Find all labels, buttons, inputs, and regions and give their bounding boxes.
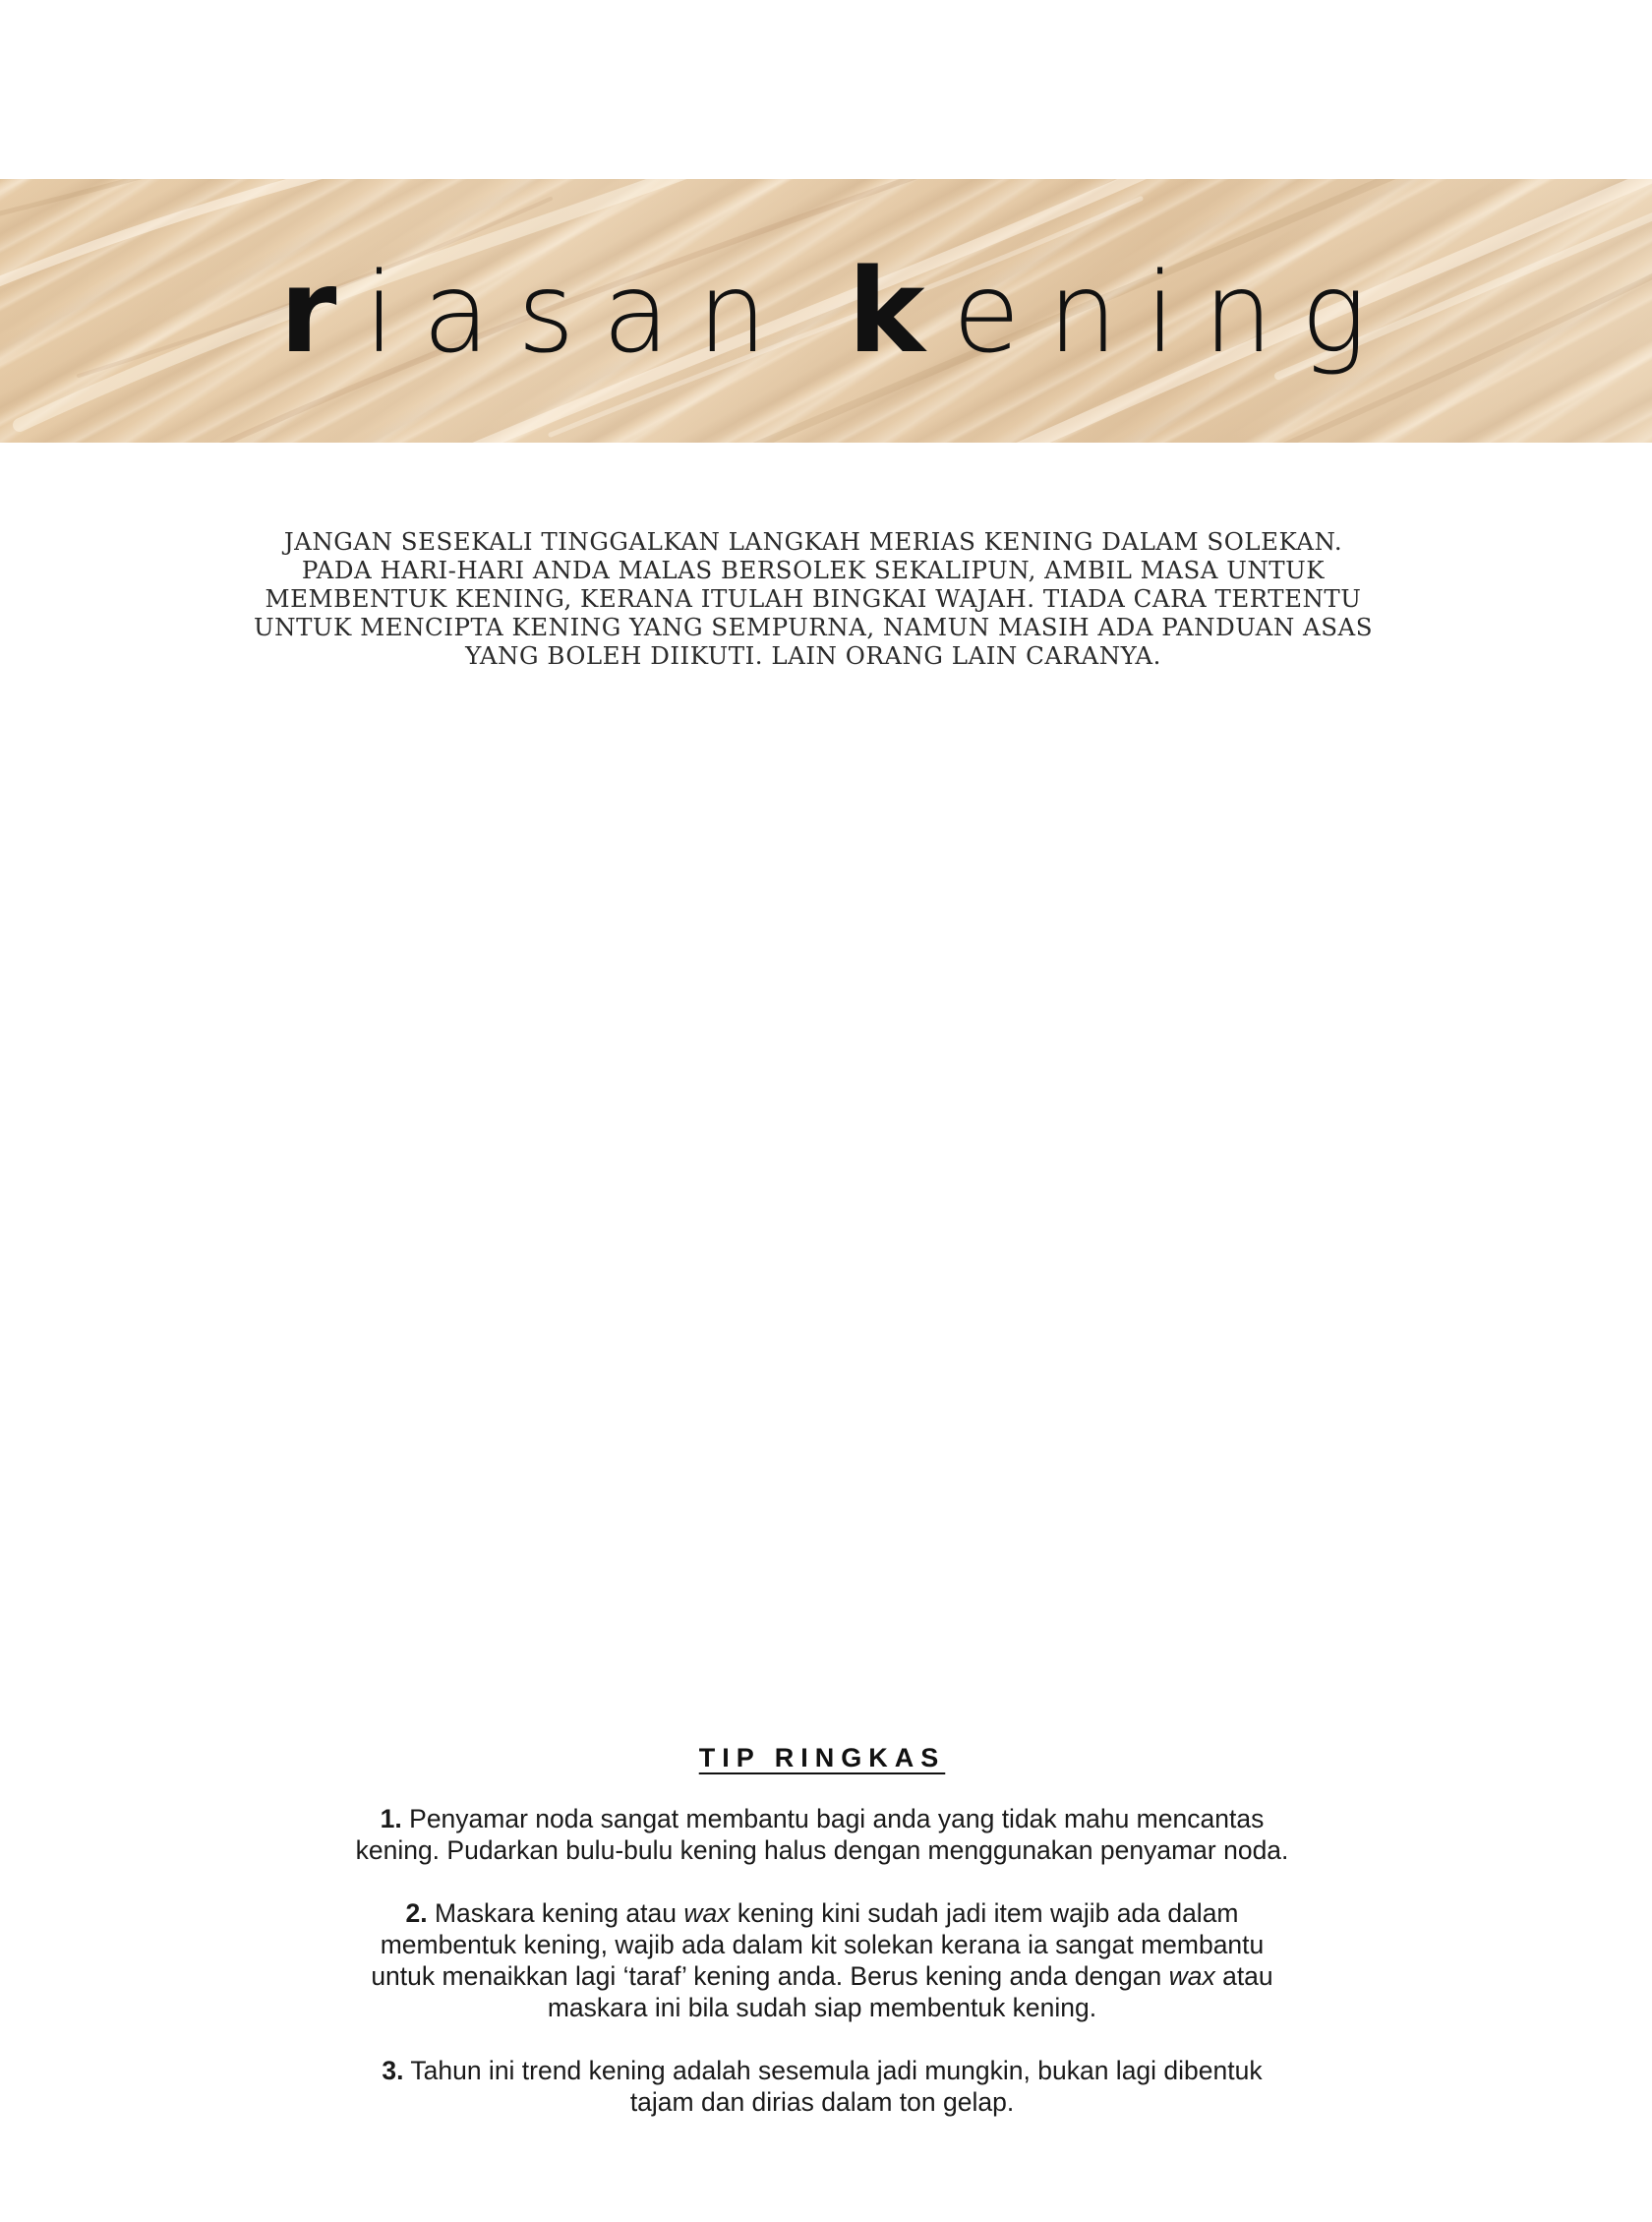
title-initial-k: k xyxy=(848,243,953,379)
header-banner xyxy=(0,179,1652,443)
tip-number: 3. xyxy=(382,2056,404,2085)
tip-text: Penyamar noda sangat membantu bagi anda yang tidak mahu mencantas xyxy=(401,1804,1265,1833)
tip-text: Maskara kening atau xyxy=(427,1898,684,1928)
tip-line xyxy=(324,1897,1320,1929)
tip-line: maskara ini bila sudah siap membentuk kening. xyxy=(547,1993,1097,2022)
intro-line: UNTUK MENCIPTA KENING YANG SEMPURNA, NAMUN MASIH ADA PANDUAN ASAS xyxy=(253,613,1373,641)
title-rest-riasan: iasan xyxy=(364,250,796,378)
tip-line: membentuk kening, wajib ada dalam kit solekan kerana ia sangat membantu xyxy=(380,1930,1265,1959)
intro-line: YANG BOLEH DIIKUTI. LAIN ORANG LAIN CARANYA. xyxy=(465,641,1161,670)
tip-item-1 xyxy=(324,1803,1320,1866)
title-word-riasan xyxy=(279,243,795,379)
tip-line: kening. Pudarkan bulu-bulu kening halus dengan menggunakan penyamar noda. xyxy=(355,1835,1289,1865)
tip-item-2 xyxy=(324,1897,1320,2023)
tips-section xyxy=(324,1743,1320,2149)
title-rest-kening: ening xyxy=(952,250,1394,378)
tip-number: 2. xyxy=(405,1898,428,1928)
tip-text: Tahun ini trend kening adalah sesemula jadi mungkin, bukan lagi dibentuk xyxy=(403,2056,1263,2085)
intro-line: PADA HARI-HARI ANDA MALAS BERSOLEK SEKALIPUN, AMBIL MASA UNTUK xyxy=(301,556,1326,584)
title-initial-r: r xyxy=(279,243,365,379)
page-title xyxy=(0,179,1652,443)
tip-emphasis: wax xyxy=(683,1898,731,1928)
tip-line: tajam dan dirias dalam ton gelap. xyxy=(629,2087,1015,2117)
tip-number: 1. xyxy=(380,1804,402,1833)
tip-text: kening kini sudah jadi item wajib ada dalam xyxy=(730,1898,1239,1928)
tip-line xyxy=(324,1960,1320,1992)
intro-line: MEMBENTUK KENING, KERANA ITULAH BINGKAI WAJAH. TIADA CARA TERTENTU xyxy=(265,584,1362,613)
tip-line xyxy=(324,2055,1320,2086)
title-word-kening xyxy=(848,243,1394,379)
intro-line: JANGAN SESEKALI TINGGALKAN LANGKAH MERIAS KENING DALAM SOLEKAN. xyxy=(283,527,1343,556)
tip-line xyxy=(324,1803,1320,1834)
tips-heading: TIP RINGKAS xyxy=(698,1743,946,1772)
tip-emphasis: wax xyxy=(1168,1961,1215,1991)
tip-item-3 xyxy=(324,2055,1320,2118)
intro-paragraph xyxy=(197,527,1430,670)
tip-text: untuk menaikkan lagi ‘taraf’ kening anda. Berus kening anda dengan xyxy=(371,1961,1169,1991)
tip-text: atau xyxy=(1214,1961,1273,1991)
